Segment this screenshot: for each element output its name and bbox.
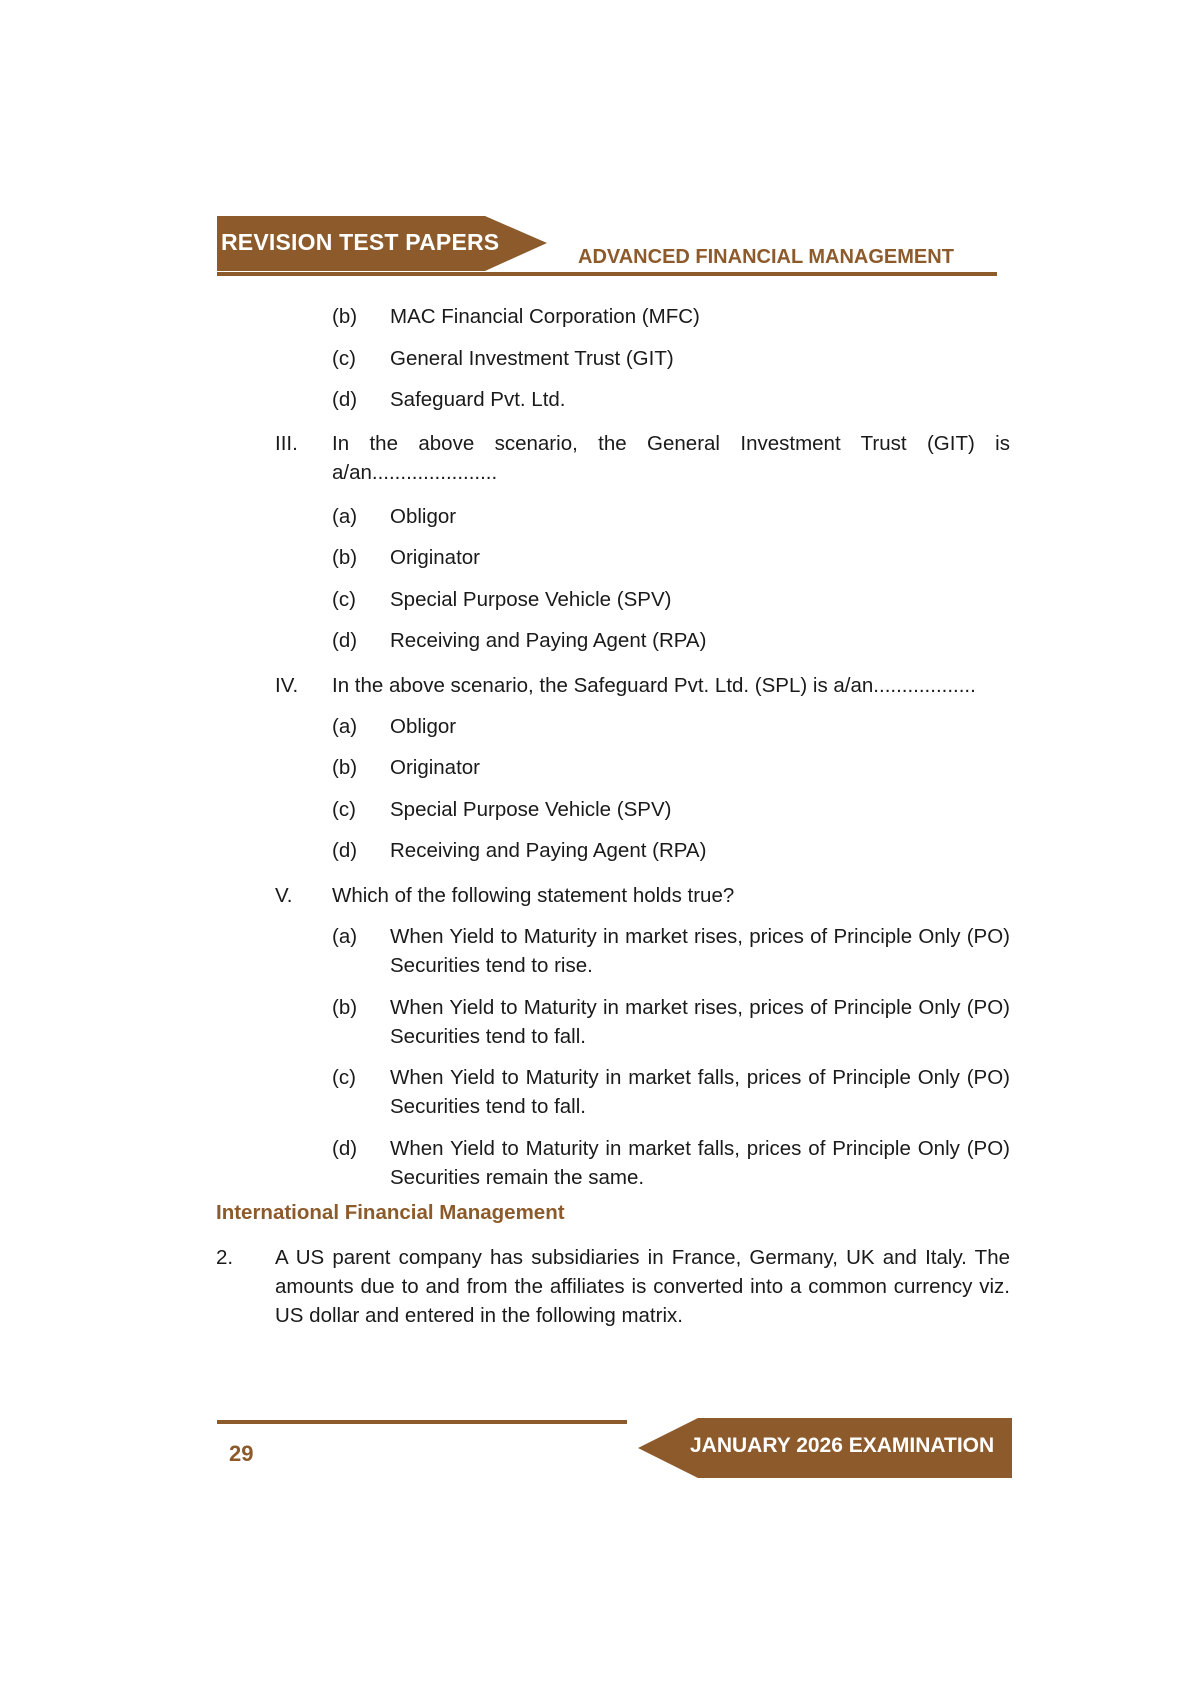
option-text: MAC Financial Corporation (MFC) [390, 305, 700, 328]
question-text: In the above scenario, the Safeguard Pvt. Ltd. (SPL) is a/an.................. [332, 674, 976, 697]
question-number: IV. [275, 674, 299, 697]
option-text: Obligor [390, 505, 457, 528]
option-item [332, 344, 674, 373]
option-item [332, 922, 1010, 977]
question-text: Which of the following statement holds true? [332, 884, 735, 907]
question-number: III. [275, 432, 298, 455]
option-label: (b) [332, 546, 358, 569]
section-heading: International Financial Management [216, 1201, 565, 1224]
option-item [332, 502, 457, 531]
option-item [332, 585, 672, 614]
option-label: (b) [332, 756, 358, 779]
option-text: When Yield to Maturity in market rises, prices of Principle Only (PO) Securities tend to fall. [390, 996, 1010, 1048]
option-text: Obligor [390, 715, 457, 738]
option-label: (d) [332, 629, 358, 652]
option-label: (a) [332, 715, 358, 738]
option-text: When Yield to Maturity in market falls, prices of Principle Only (PO) Securities remain the same. [390, 1137, 1010, 1189]
option-label: (c) [332, 798, 356, 821]
option-label: (d) [332, 388, 358, 411]
header-tab-label: REVISION TEST PAPERS [221, 229, 500, 255]
option-text: Receiving and Paying Agent (RPA) [390, 629, 707, 652]
option-label: (c) [332, 588, 356, 611]
option-label: (a) [332, 505, 358, 528]
option-item [332, 836, 707, 865]
option-text: Safeguard Pvt. Ltd. [390, 388, 566, 411]
option-text: General Investment Trust (GIT) [390, 347, 674, 370]
option-item [332, 993, 1010, 1048]
option-text: When Yield to Maturity in market falls, prices of Principle Only (PO) Securities tend to fall. [390, 1066, 1010, 1118]
option-text: Special Purpose Vehicle (SPV) [390, 798, 672, 821]
header-subject: ADVANCED FINANCIAL MANAGEMENT [578, 246, 954, 268]
option-label: (d) [332, 1137, 358, 1160]
option-item [332, 1134, 1010, 1189]
option-text: Special Purpose Vehicle (SPV) [390, 588, 672, 611]
question-number: V. [275, 884, 293, 907]
option-item [332, 753, 481, 782]
footer-rule [217, 1420, 627, 1424]
option-label: (b) [332, 305, 358, 328]
option-label: (d) [332, 839, 358, 862]
option-item [332, 1063, 1010, 1118]
option-item [332, 795, 672, 824]
option-label: (a) [332, 925, 358, 948]
option-label: (c) [332, 347, 356, 370]
option-item [332, 626, 707, 655]
option-item [332, 302, 700, 331]
option-text: Receiving and Paying Agent (RPA) [390, 839, 707, 862]
option-text: When Yield to Maturity in market rises, prices of Principle Only (PO) Securities tend to rise. [390, 925, 1010, 977]
header-rule [217, 272, 997, 276]
option-text: Originator [390, 546, 481, 569]
footer-exam-label: JANUARY 2026 EXAMINATION [690, 1434, 995, 1457]
page-number: 29 [229, 1441, 254, 1466]
question-text: A US parent company has subsidiaries in France, Germany, UK and Italy. The amounts due to and from the affiliates is converted into a common currency viz. US dollar and entered in the following matrix. [275, 1246, 1010, 1327]
option-label: (b) [332, 996, 358, 1019]
option-item [332, 712, 457, 741]
option-item [332, 543, 481, 572]
option-item [332, 385, 566, 414]
option-label: (c) [332, 1066, 356, 1089]
question-number: 2. [216, 1246, 234, 1269]
option-text: Originator [390, 756, 481, 779]
question-text: In the above scenario, the General Investment Trust (GIT) is a/an...................... [332, 432, 1010, 484]
